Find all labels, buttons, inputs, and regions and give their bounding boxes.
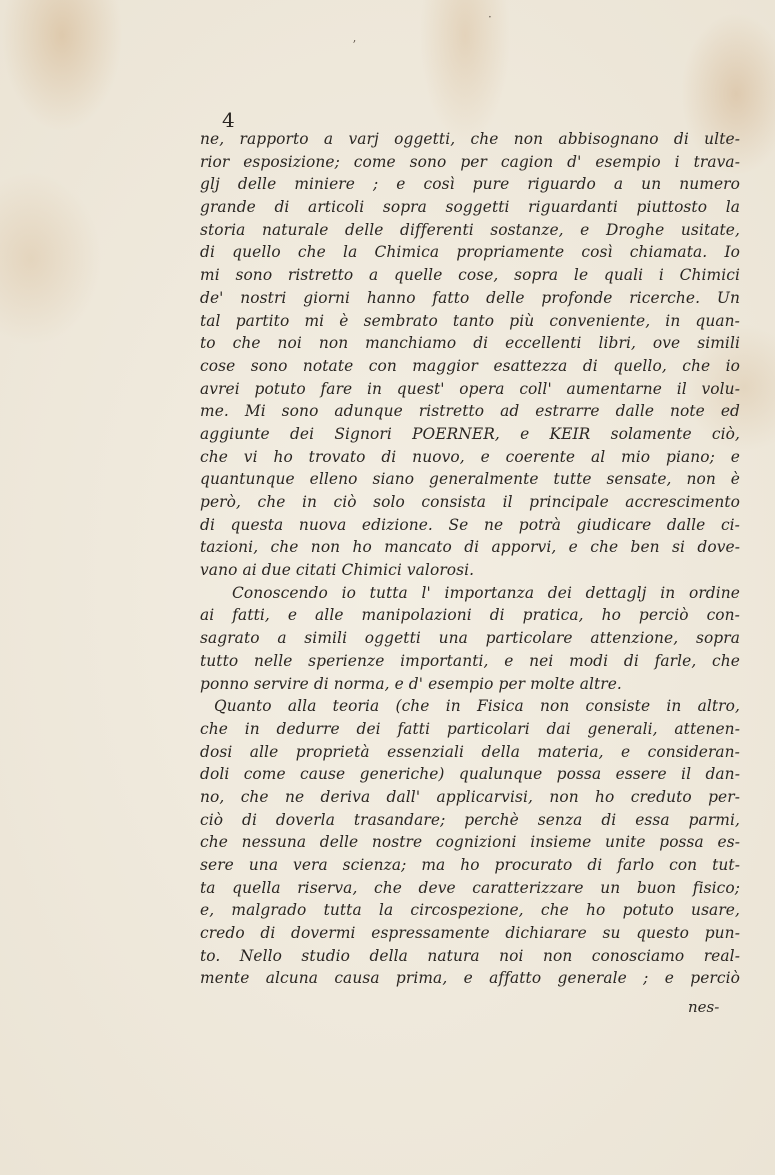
text-line: mente alcuna causa prima, e affatto generale ; e perciò <box>200 969 740 988</box>
text-line: to. Nello studio della natura noi non conosciamo real- <box>200 946 740 965</box>
text-line: ta quella riserva, che deve caratterizzare un buon fisico; <box>200 878 740 897</box>
text-line: mi sono ristretto a quelle cose, sopra le quali i Chimici <box>200 266 740 285</box>
catchword: nes- <box>688 998 720 1016</box>
text-line: sagrato a simili oggetti una particolare attenzione, sopra <box>200 629 740 648</box>
text-line: grande di articoli sopra soggetti riguardanti piuttosto la <box>200 198 740 217</box>
text-line: di questa nuova edizione. Se ne potrà giudicare dalle ci- <box>200 515 740 534</box>
text-line: me. Mi sono adunque ristretto ad estrarre dalle note ed <box>200 402 740 421</box>
text-line: cose sono notate con maggior esattezza di quello, che io <box>200 356 740 375</box>
text-line: aggiunte dei Signori POERNER, e KEIR solamente ciò, <box>200 424 740 443</box>
paper-speck: ʼ <box>352 38 356 52</box>
text-line: quantunque elleno siano generalmente tutte sensate, non è <box>200 470 740 489</box>
text-line: tal partito mi è sembrato tanto più conveniente, in quan- <box>200 311 740 330</box>
text-line: vano ai due citati Chimici valorosi. <box>200 561 475 580</box>
text-line: no, che ne deriva dall' applicarvisi, non ho creduto per- <box>200 787 740 806</box>
text-line: tutto nelle sperienze importanti, e nei modi di farle, che <box>200 651 740 670</box>
text-line: ai fatti, e alle manipolazioni di pratica, ho perciò con- <box>200 606 740 625</box>
text-line: avrei potuto fare in quest' opera coll' aumentarne il volu- <box>200 379 740 398</box>
text-line: Conoscendo io tutta l' importanza dei dettaglj in ordine <box>232 583 740 602</box>
text-line: di quello che la Chimica propriamente così chiamata. Io <box>200 243 740 262</box>
text-line: che in dedurre dei fatti particolari dai generali, attenen- <box>200 719 740 738</box>
text-line: ne, rapporto a varj oggetti, che non abbisognano di ulte- <box>200 130 740 148</box>
text-line: doli come cause generiche) qualunque possa essere il dan- <box>200 765 740 784</box>
text-line: tazioni, che non ho mancato di apporvi, e che ben si dove- <box>200 538 740 557</box>
text-line: storia naturale delle differenti sostanze, e Droghe usitate, <box>200 220 740 239</box>
text-line: to che noi non manchiamo di eccellenti libri, ove simili <box>200 334 740 353</box>
paper-speck: · <box>488 10 492 24</box>
text-line: che vi ho trovato di nuovo, e coerente al mio piano; e <box>200 447 740 466</box>
text-line: ciò di doverla trasandare; perchè senza di essa parmi, <box>200 810 740 829</box>
text-line: però, che in ciò solo consista il principale accrescimento <box>200 493 740 511</box>
text-line: Quanto alla teoria (che in Fisica non consiste in altro, <box>214 697 740 716</box>
text-line: che nessuna delle nostre cognizioni insieme unite possa es- <box>200 833 740 852</box>
text-line: glj delle miniere ; e così pure riguardo a un numero <box>200 175 740 194</box>
text-line: credo di dovermi espressamente dichiarare su questo pun- <box>200 924 740 943</box>
text-line: sere una vera scienza; ma ho procurato di farlo con tut- <box>200 856 740 874</box>
text-line: dosi alle proprietà essenziali della materia, e consideran- <box>200 742 740 761</box>
text-line: de' nostri giorni hanno fatto delle profonde ricerche. Un <box>200 288 740 307</box>
page-number: 4 <box>222 108 235 132</box>
text-line: ponno servire di norma, e d' esempio per molte altre. <box>200 674 622 693</box>
text-line: rior esposizione; come sono per cagion d' esempio i trava- <box>200 152 740 171</box>
body-text <box>200 128 740 990</box>
text-line: e, malgrado tutta la circospezione, che ho potuto usare, <box>200 901 740 920</box>
